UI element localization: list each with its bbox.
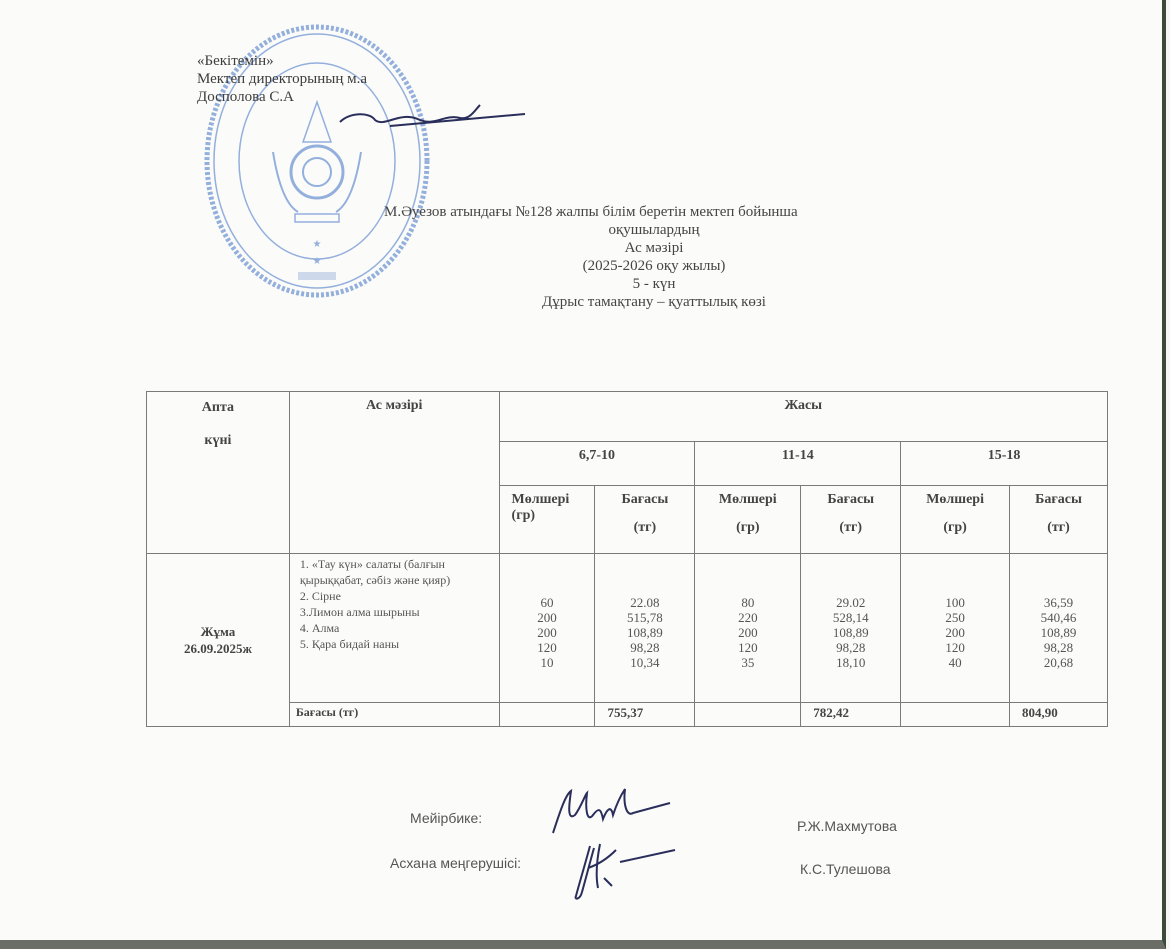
price-value: 528,14	[832, 610, 869, 625]
price-value: 98,28	[1043, 640, 1074, 655]
total-row	[147, 703, 1108, 727]
qty-label: Мөлшері	[511, 492, 570, 507]
header-day-line1: Апта	[201, 400, 235, 415]
qty-col-3	[901, 554, 1010, 703]
qty-col-1	[499, 554, 595, 703]
menu-item: 4. Алма	[299, 621, 340, 635]
price-value: 29.02	[836, 595, 866, 610]
header-qty-3	[901, 486, 1010, 554]
price-value: 108,89	[1040, 625, 1077, 640]
approval-position: Мектеп директорының м.а	[197, 71, 368, 87]
price-col-2	[801, 554, 901, 703]
price-value: 36,59	[1043, 595, 1074, 610]
canteen-manager-name: К.С.Тулешова	[800, 861, 891, 877]
price-value: 515,78	[627, 610, 663, 625]
approval-title: «Бекітемін»	[197, 53, 274, 69]
canteen-manager-signature-icon	[560, 838, 680, 903]
price-unit: (тг)	[1047, 520, 1070, 535]
total-empty-1	[499, 703, 595, 727]
price-col-3	[1010, 554, 1108, 703]
price-value: 108,89	[832, 625, 869, 640]
header-day-line2: күні	[204, 433, 232, 448]
day-name: Жұма	[200, 624, 236, 639]
qty-value: 120	[945, 640, 965, 655]
qty-value: 200	[537, 625, 557, 640]
qty-value: 10	[540, 655, 554, 670]
total-label: Бағасы (тг)	[289, 703, 499, 727]
header-menu: Ас мәзірі	[289, 392, 499, 554]
svg-text:★: ★	[312, 256, 322, 267]
title-year: (2025-2026 оқу жылы)	[582, 258, 726, 274]
total-price-2: 782,42	[801, 703, 901, 727]
canteen-manager-label: Асхана меңгерушісі:	[390, 855, 522, 871]
qty-value: 80	[741, 595, 755, 610]
nurse-signature-icon	[545, 785, 675, 840]
qty-value: 120	[537, 640, 557, 655]
qty-value: 35	[741, 655, 755, 670]
price-value: 108,89	[627, 625, 663, 640]
qty-unit: (гр)	[736, 520, 760, 535]
qty-value: 200	[738, 625, 758, 640]
price-value: 10,34	[630, 655, 660, 670]
qty-value: 40	[948, 655, 962, 670]
menu-item: 2. Сірне	[299, 589, 341, 603]
price-label: Бағасы	[827, 492, 875, 507]
day-cell	[147, 554, 290, 727]
price-unit: (тг)	[839, 520, 862, 535]
header-price-2	[801, 486, 901, 554]
document-title	[384, 203, 924, 311]
title-school: М.Әуезов атындағы №128 жалпы білім беретін мектеп бойынша	[384, 204, 798, 220]
header-day	[147, 392, 290, 554]
qty-value: 250	[945, 610, 965, 625]
day-date: 26.09.2025ж	[183, 641, 252, 656]
qty-label: Мөлшері	[926, 492, 984, 507]
total-empty-3	[901, 703, 1010, 727]
director-signature-icon	[330, 100, 530, 140]
qty-unit: (гр)	[511, 508, 536, 523]
menu-table	[146, 391, 1108, 727]
price-value: 20,68	[1043, 655, 1074, 670]
price-col-1	[595, 554, 695, 703]
approval-name: Досполова С.А	[197, 89, 294, 105]
title-students: оқушылардың	[608, 222, 700, 238]
menu-item: 5. Қара бидай наны	[299, 637, 400, 651]
title-day: 5 - күн	[632, 276, 676, 292]
qty-unit: (гр)	[943, 520, 967, 535]
menu-items	[289, 554, 499, 703]
title-menu: Ас мәзірі	[624, 240, 684, 256]
qty-label: Мөлшері	[718, 492, 777, 507]
price-value: 22.08	[630, 595, 660, 610]
qty-value: 60	[540, 595, 554, 610]
qty-value: 100	[945, 595, 965, 610]
qty-value: 200	[945, 625, 965, 640]
price-value: 98,28	[836, 640, 866, 655]
qty-value: 220	[738, 610, 758, 625]
price-unit: (тг)	[633, 520, 657, 535]
total-price-1: 755,37	[595, 703, 695, 727]
header-age-range-2: 11-14	[695, 442, 901, 486]
qty-col-2	[695, 554, 801, 703]
header-qty-2	[695, 486, 801, 554]
total-empty-2	[695, 703, 801, 727]
header-age-range-1: 6,7-10	[499, 442, 695, 486]
price-value: 18,10	[836, 655, 866, 670]
header-qty-1	[499, 486, 595, 554]
nurse-label: Мейірбике:	[410, 810, 483, 826]
nurse-name: Р.Ж.Махмутова	[797, 818, 897, 834]
price-value: 540,46	[1040, 610, 1077, 625]
title-slogan: Дұрыс тамақтану – қуаттылық көзі	[542, 294, 766, 310]
total-price-3: 804,90	[1010, 703, 1108, 727]
price-label: Бағасы	[621, 492, 669, 507]
table-row	[147, 554, 1108, 703]
header-price-1	[595, 486, 695, 554]
qty-value: 120	[738, 640, 758, 655]
approval-block	[197, 52, 367, 106]
header-age-range-3: 15-18	[901, 442, 1108, 486]
header-price-3	[1010, 486, 1108, 554]
price-value: 98,28	[630, 640, 660, 655]
menu-item: 1. «Тау күн» салаты (балғын қырыққабат, сәбіз және қияр)	[299, 557, 451, 587]
header-age: Жасы	[499, 392, 1107, 442]
menu-item: 3.Лимон алма шырыны	[299, 605, 420, 619]
price-label: Бағасы	[1035, 492, 1082, 507]
svg-text:★: ★	[312, 239, 322, 250]
qty-value: 200	[537, 610, 557, 625]
